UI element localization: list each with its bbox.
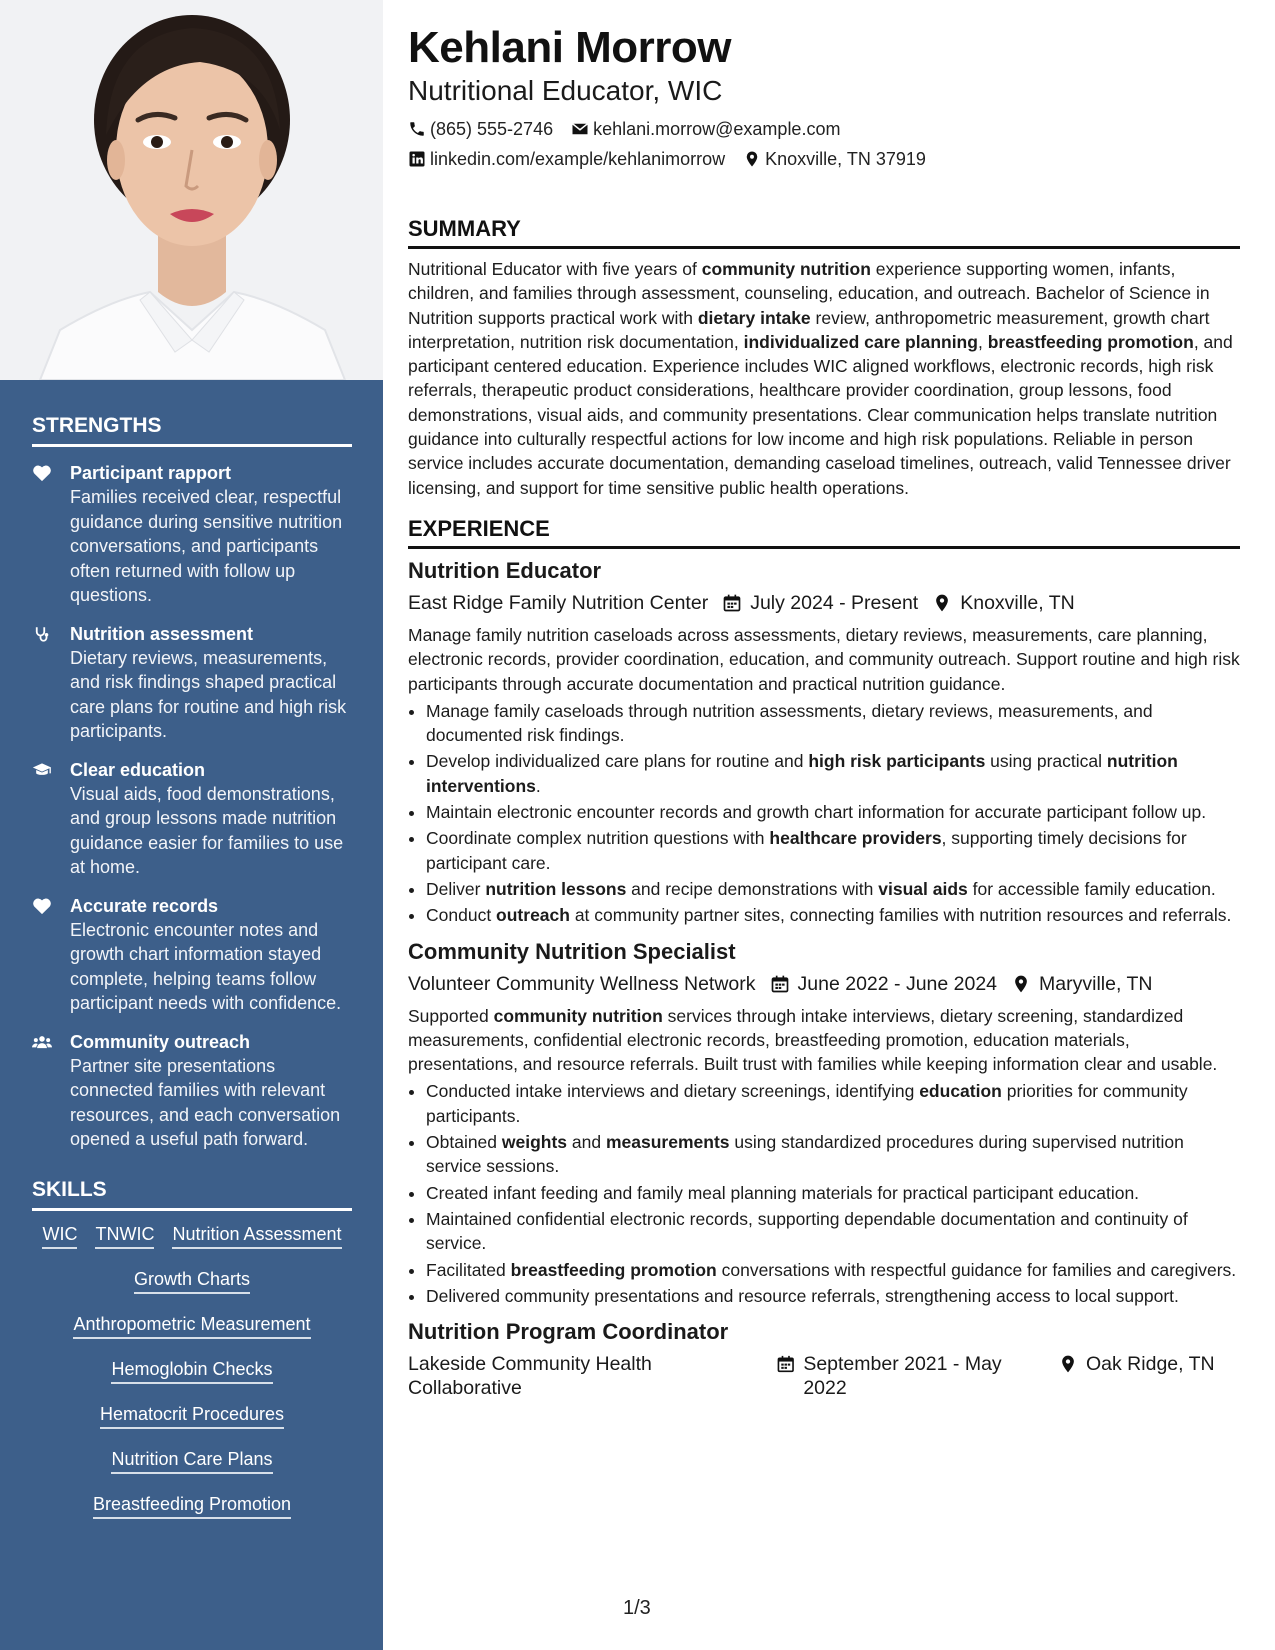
job-organization [408,591,708,615]
strength-description: Electronic encounter notes and growth chart information stayed complete, helping teams follow participant needs with confidence. [70,919,342,1013]
strength-description: Partner site presentations connected families with relevant resources, and each conversation opened a useful path forward. [70,1055,341,1149]
job-bullet: • Coordinate complex nutrition questions with healthcare providers, supporting timely decisions for participant care. [426,826,1240,875]
job-entry [408,938,1240,1309]
job-bullet: • Facilitated breastfeeding promotion conversations with respectful guidance for families and caregivers. [426,1258,1240,1282]
strengths-heading: STRENGTHS [32,414,352,447]
contact-row-1 [408,118,1240,140]
map-pin-icon [1058,1354,1078,1374]
job-entry [408,1318,1240,1400]
strength-item [32,1030,352,1152]
main-content [408,22,1240,1400]
experience-list [408,557,1240,1400]
skill-row [32,1313,352,1339]
location-text: Knoxville, TN 37919 [765,149,926,169]
heart-icon [32,461,70,608]
strength-item [32,461,352,608]
strength-description: Visual aids, food demonstrations, and group lessons made nutrition guidance easier for families to use at home. [70,783,344,877]
strength-title: Participant rapport [70,463,232,483]
email-text: kehlani.morrow@example.com [593,119,841,139]
map-pin-icon [1011,974,1031,994]
strength-title: Clear education [70,759,206,780]
organization-text: Lakeside Community Health Collaborative [408,1353,652,1400]
envelope-icon [571,120,589,138]
candidate-title: Nutritional Educator, WIC [408,75,723,106]
skills-list [32,1223,352,1519]
map-pin-icon [743,150,761,168]
skill-tag-nutrition-care-plans: Nutrition Care Plans [111,1448,272,1474]
strength-description: Dietary reviews, measurements, and risk findings shaped practical care plans for routine and high risk participants. [70,647,347,741]
job-summary: Supported community nutrition services through intake interviews, dietary screening, standardized measurements, confidential electronic records, breastfeeding promotion, education materials, presentations, and resource referrals. Built trust with families while keeping information clear and usable. [408,1005,1218,1075]
summary-heading: SUMMARY [408,216,1240,249]
location-text: Maryville, TN [1039,972,1153,995]
job-dates [722,591,918,615]
job-meta [408,591,1240,615]
strength-item [32,758,352,880]
skill-tag-tnwic: TNWIC [95,1223,154,1249]
users-icon [32,1030,70,1152]
job-bullet: • Obtained weights and measurements using standardized procedures during supervised nutrition service sessions. [426,1130,1240,1179]
job-bullet: • Delivered community presentations and resource referrals, strengthening access to local support. [426,1284,1240,1308]
job-location [1011,972,1152,996]
candidate-name: Kehlani Morrow [408,23,732,72]
email-contact[interactable] [571,118,840,140]
map-pin-icon [932,593,952,613]
sidebar [0,0,383,1650]
job-meta [408,972,1240,996]
skill-row [32,1268,352,1294]
job-bullet: • Manage family caseloads through nutrition assessments, dietary reviews, measurements, and documented risk findings. [426,699,1240,748]
location-contact [743,148,926,170]
job-organization [408,1352,762,1400]
location-text: Knoxville, TN [960,591,1075,614]
summary-text: Nutritional Educator with five years of community nutrition experience supporting women, infants, children, and families through assessment, counseling, education, and outreach. Bachelor of Science in Nutrition supports practical work with dietary intake review, anthropometric measurement, growth chart interpretation, nutrition risk documentation, individualized care planning, breastfeeding promotion, and participant centered education. Experience includes WIC aligned workflows, electronic records, high risk referrals, therapeutic product considerations, healthcare provider coordination, group lessons, food demonstrations, visual aids, and community presentations. Clear communication helps translate nutrition guidance into culturally respectful actions for low income and high risk populations. Reliable in person service includes accurate documentation, demanding caseload timelines, outreach, valid Tennessee driver licensing, and support for time sensitive public health operations. [408,259,1233,498]
job-meta [408,1352,1240,1400]
skill-row [32,1223,352,1249]
strength-title: Accurate records [70,895,219,916]
dates-text: June 2022 - June 2024 [797,972,998,995]
dates-text: July 2024 - Present [750,591,919,614]
skill-tag-growth-charts: Growth Charts [134,1268,250,1294]
skill-tag-anthropometric-measurement: Anthropometric Measurement [73,1313,310,1339]
profile-photo [0,0,383,380]
organization-text: East Ridge Family Nutrition Center [408,591,709,614]
location-text: Oak Ridge, TN [1086,1353,1215,1376]
job-bullet: • Created infant feeding and family meal planning materials for practical participant education. [426,1181,1240,1205]
job-summary: Manage family nutrition caseloads across assessments, dietary reviews, measurements, care planning, electronic records, provider coordination, education, and community outreach. Support routine and high risk participants through accurate documentation and practical nutrition guidance. [408,624,1240,694]
job-title: Nutrition Program Coordinator [408,1319,729,1345]
skill-tag-hemoglobin-checks: Hemoglobin Checks [111,1358,272,1384]
job-bullet: • Conduct outreach at community partner sites, connecting families with nutrition resources and referrals. [426,903,1240,927]
job-bullet: • Maintain electronic encounter records and growth chart information for accurate participant follow up. [426,800,1240,824]
job-dates [770,972,998,996]
page-number: 1/3 [623,1597,651,1619]
job-bullet: • Conducted intake interviews and dietary screenings, identifying education priorities for community participants. [426,1079,1240,1128]
dates-text: September 2021 - May 2022 [803,1353,1002,1400]
linkedin-contact[interactable] [408,148,725,170]
job-location [932,591,1075,615]
job-bullets [408,1079,1240,1308]
skill-tag-wic: WIC [42,1223,77,1249]
job-bullet: • Deliver nutrition lessons and recipe demonstrations with visual aids for accessible family education. [426,877,1240,901]
linkedin-text: linkedin.com/example/kehlanimorrow [430,149,726,169]
strength-description: Families received clear, respectful guidance during sensitive nutrition conversations, and participants often returned with follow up questions. [70,487,343,605]
strength-title: Nutrition assessment [70,623,254,644]
contact-row-2 [408,148,1240,170]
heart-icon [32,894,70,1016]
skills-heading: SKILLS [32,1178,352,1211]
experience-heading: EXPERIENCE [408,516,1240,549]
job-entry [408,557,1240,928]
skill-row [32,1403,352,1429]
job-bullet: • Develop individualized care plans for routine and high risk participants using practical nutrition interventions. [426,749,1240,798]
skill-tag-breastfeeding-promotion: Breastfeeding Promotion [93,1493,291,1519]
calendar-icon [722,593,742,613]
strength-item [32,894,352,1016]
job-bullet: • Maintained confidential electronic records, supporting dependable documentation and continuity of service. [426,1207,1240,1256]
job-title: Community Nutrition Specialist [408,938,736,964]
job-dates [776,1352,1044,1400]
job-organization [408,972,756,996]
skill-row [32,1448,352,1474]
phone-contact[interactable] [408,118,553,140]
graduation-cap-icon [32,758,70,880]
job-bullets [408,699,1240,928]
linkedin-icon [408,150,426,168]
job-title: Nutrition Educator [408,557,602,583]
strength-item [32,622,352,744]
skill-tag-nutrition-assessment: Nutrition Assessment [172,1223,341,1249]
phone-icon [408,120,426,138]
strengths-list [32,461,352,1152]
stethoscope-icon [32,622,70,744]
phone-text: (865) 555-2746 [430,119,554,139]
skill-tag-hematocrit-procedures: Hematocrit Procedures [100,1403,284,1429]
calendar-icon [770,974,790,994]
organization-text: Volunteer Community Wellness Network [408,972,756,995]
skill-row [32,1358,352,1384]
job-location [1058,1352,1226,1376]
skill-row [32,1493,352,1519]
strength-title: Community outreach [70,1031,251,1052]
calendar-icon [776,1354,795,1374]
